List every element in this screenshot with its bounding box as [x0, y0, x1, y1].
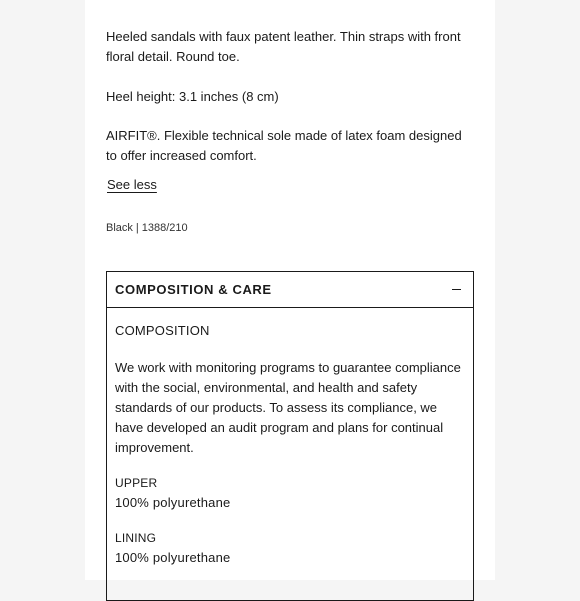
composition-heading: COMPOSITION	[115, 323, 210, 338]
material-part-label: UPPER	[115, 476, 158, 490]
compliance-policy-text: We work with monitoring programs to guarantee compliance with the social, environmental, and health and safety standards of our products. To assess its compliance, we have developed an audit program and plans for continual improvement.	[115, 360, 461, 455]
see-less-link[interactable]: See less	[107, 177, 157, 192]
material-part-label: LINING	[115, 531, 157, 545]
minus-icon[interactable]	[452, 289, 461, 290]
composition-care-accordion	[106, 271, 474, 601]
color-name: Black	[106, 222, 133, 234]
reference-separator: |	[135, 222, 139, 234]
reference-number: 1388/210	[141, 222, 188, 234]
composition-care-header[interactable]	[107, 272, 473, 308]
material-part-value: 100% polyurethane	[115, 550, 231, 565]
product-reference	[106, 220, 188, 236]
material-part-value: 100% polyurethane	[115, 495, 231, 510]
sole-description-text: AIRFIT®. Flexible technical sole made of latex foam designed to offer increased comfort.	[106, 128, 462, 163]
description-paragraph: Heeled sandals with faux patent leather. Thin straps with front floral detail. Round toe.	[106, 29, 461, 64]
product-details-panel	[85, 0, 495, 580]
composition-care-title: COMPOSITION & CARE	[115, 282, 272, 297]
heel-height-text: Heel height: 3.1 inches (8 cm)	[106, 89, 279, 104]
